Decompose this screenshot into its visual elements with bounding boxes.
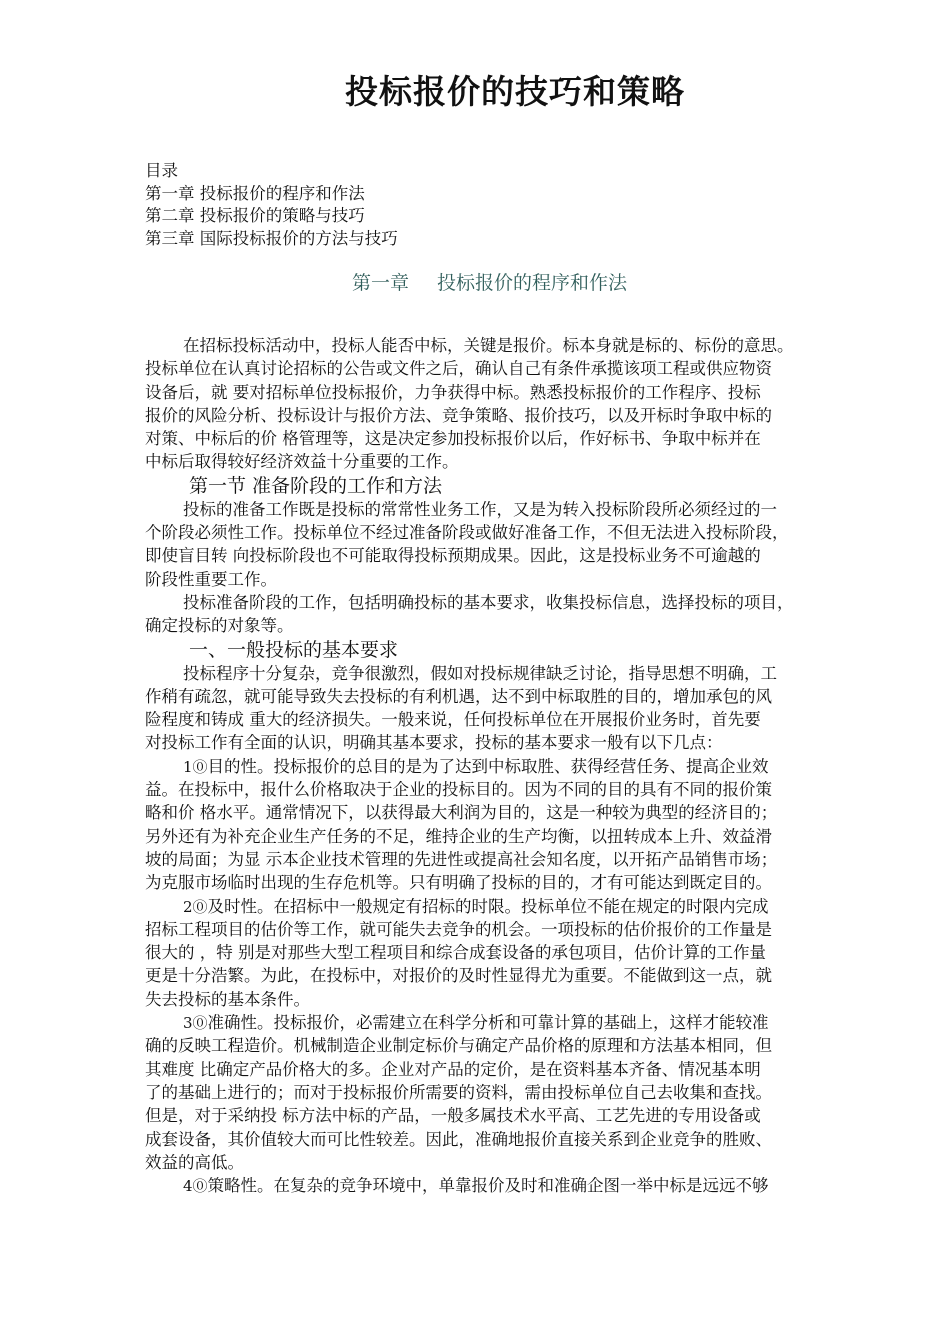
paragraph-line: 中标后取得较好经济效益十分重要的工作。 [145,452,459,472]
paragraph-line: 设备后，就 要对招标单位投标报价，力争获得中标。熟悉投标报价的工作程序、投标 [145,382,761,402]
point-text: 策略性。在复杂的竞争环境中，单靠报价及时和准确企图一举中标是远远不够 [207,1176,769,1196]
point-line [145,895,895,918]
paragraph-line: 阶段性重要工作。 [145,569,277,589]
chapter-title: 投标报价的程序和作法 [437,272,628,294]
paragraph-line: 在招标投标活动中，投标人能否中标，关键是报价。标本身就是标的、标份的意思。 [183,336,794,355]
point-text: 目的性。投标报价的总目的是为了达到中标取胜、获得经营任务、提高企业效 [207,756,769,776]
paragraph-line: 投标的准备工作既是投标的常常性业务工作，又是为转入投标阶段所必须经过的一 [183,499,777,519]
point-number: 4⓪ [183,1177,208,1196]
paragraph-line: 作稍有疏忽，就可能导致失去投标的有利机遇，达不到中标取胜的目的，增加承包的风 [145,686,772,706]
paragraph-line: 投标准备阶段的工作，包括明确投标的基本要求，收集投标信息，选择投标的项目， [183,592,794,612]
point-line [145,755,895,778]
paragraph-line: 即使盲目转 向投标阶段也不可能取得投标预期成果。因此，这是投标业务不可逾越的 [145,546,761,566]
point-text: 及时性。在招标中一般规定有招标的时限。投标单位不能在规定的时限内完成 [207,896,769,916]
paragraph-line: 失去投标的基本条件。 [145,989,310,1009]
paragraph-line: 为克服市场临时出现的生存危机等。只有明确了投标的目的，才有可能达到既定目的。 [145,873,772,893]
paragraph-line: 成套设备，其价值较大而可比性较差。因此，准确地报价直接关系到企业竞争的胜败、 [145,1129,772,1149]
paragraph-line: 投标程序十分复杂，竞争很激烈，假如对投标规律缺乏讨论，指导思想不明确，工 [183,663,777,683]
point-line [145,1174,895,1197]
paragraph-line: 了的基础上进行的；而对于投标报价所需要的资料，需由投标单位自己去收集和查找。 [145,1082,772,1102]
paragraph-line: 投标单位在认真讨论招标的公告或文件之后，确认自己有条件承揽该项工程或供应物资 [145,359,772,379]
point-number: 2⓪ [183,897,208,916]
point-text: 准确性。投标报价，必需建立在科学分析和可靠计算的基础上，这样才能较准 [207,1013,769,1033]
paragraph-line: 坡的局面；为显 示本企业技术管理的先进性或提高社会知名度，以开拓产品销售市场； [145,849,778,869]
paragraph-line: 其难度 比确定产品价格大的多。企业对产品的定价，是在资料基本齐备、情况基本明 [145,1059,761,1079]
paragraph-line: 很大的 ，特 别是对那些大型工程项目和综合成套设备的承包项目，估价计算的工作量 [145,943,766,963]
document-title: 投标报价的技巧和策略 [345,72,685,111]
paragraph-line: 更是十分浩繁。为此，在投标中，对报价的及时性显得尤为重要。不能做到这一点，就 [145,966,772,986]
paragraph-line: 略和价 格水平。通常情况下，以获得最大利润为目的，这是一种较为典型的经济目的； [145,803,778,823]
subsection-heading: 一、一般投标的基本要求 [189,638,399,661]
paragraph-line: 但是，对于采纳投 标方法中标的产品，一般多属技术水平高、工艺先进的专用设备或 [145,1106,761,1126]
point-line [145,1011,895,1034]
toc-item: 第一章 投标报价的程序和作法 [145,183,365,203]
toc-item: 第二章 投标报价的策略与技巧 [145,206,365,225]
section-heading: 第一节 准备阶段的工作和方法 [189,474,443,497]
chapter-heading [352,268,627,295]
paragraph-line: 益。在投标中，报什么价格取决于企业的投标目的。因为不同的目的具有不同的报价策 [145,780,772,800]
point-number: 3⓪ [183,1014,208,1033]
chapter-number: 第一章 [352,272,410,294]
paragraph-line: 效益的高低。 [145,1152,244,1172]
paragraph-line: 险程度和铸成 重大的经济损失。一般来说，任何投标单位在开展报价业务时，首先要 [145,710,761,730]
paragraph-line: 个阶段必须性工作。投标单位不经过准备阶段或做好准备工作，不但无法进入投标阶段， [145,523,789,543]
paragraph-line: 确的反映工程造价。机械制造企业制定标价与确定产品价格的原理和方法基本相同，但 [145,1036,772,1056]
paragraph-line: 对策、中标后的价 格管理等，这是决定参加投标报价以后，作好标书、争取中标并在 [145,429,761,449]
toc-label: 目录 [145,161,178,180]
table-of-contents [145,160,398,250]
toc-item: 第三章 国际投标报价的方法与技巧 [145,228,398,248]
paragraph-line: 另外还有为补充企业生产任务的不足，维持企业的生产均衡，以扭转成本上升、效益滑 [145,826,772,846]
document-body [145,334,895,1197]
paragraph-line: 对投标工作有全面的认识，明确其基本要求，投标的基本要求一般有以下几点： [145,733,723,753]
paragraph-line: 招标工程项目的估价等工作，就可能失去竞争的机会。一项投标的估价报价的工作量是 [145,919,772,939]
paragraph-line: 确定投标的对象等。 [145,616,294,636]
point-number: 1⓪ [183,757,208,776]
paragraph-line: 报价的风险分析、投标设计与报价方法、竞争策略、报价技巧，以及开标时争取中标的 [145,405,772,425]
